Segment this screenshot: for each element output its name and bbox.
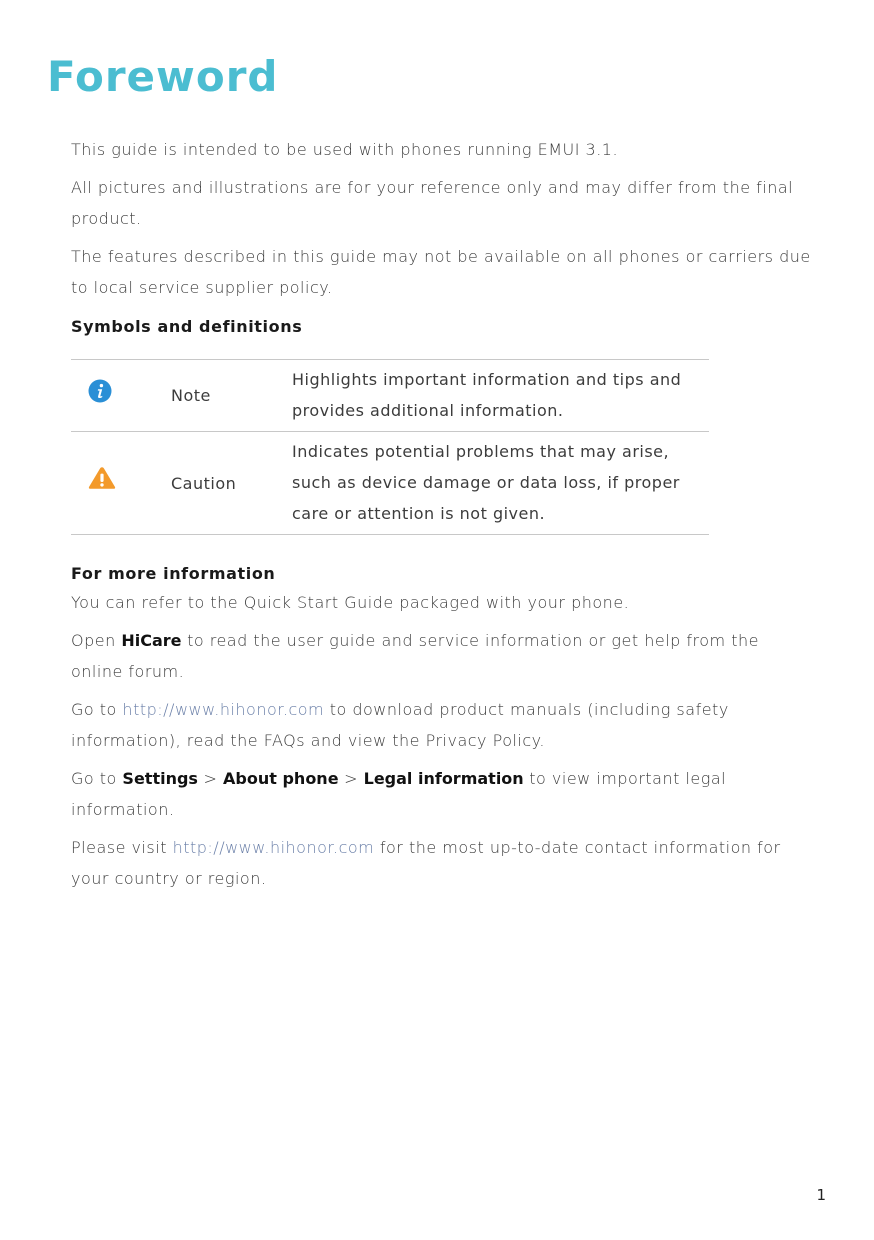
symbol-label: Caution [171, 473, 237, 493]
more-info-heading: For more information [71, 564, 276, 583]
icon-cell [71, 432, 171, 535]
more-info-paragraph-5 [71, 832, 811, 894]
page-title: Foreword [47, 52, 279, 101]
info-icon [88, 379, 112, 413]
symbols-heading: Symbols and definitions [71, 317, 303, 336]
text-segment: Open [71, 631, 122, 650]
text-segment: to download product manuals (including safety information), read the FAQs and view the Privacy Policy. [71, 700, 729, 750]
path-separator: > [197, 769, 224, 788]
intro-paragraph-2: All pictures and illustrations are for your reference only and may differ from the final product. [71, 178, 794, 228]
foreword-content [71, 134, 811, 901]
symbol-description: Highlights important information and tips and provides additional information. [292, 370, 682, 420]
table-row [71, 432, 709, 535]
text-segment: Go to [71, 769, 123, 788]
intro-paragraph-1: This guide is intended to be used with phones running EMUI 3.1. [71, 140, 619, 159]
intro-paragraph-3: The features described in this guide may not be available on all phones or carriers due to local service supplier policy. [71, 247, 811, 297]
settings-menu-path: Settings [122, 769, 198, 788]
hicare-app-name: HiCare [121, 631, 182, 650]
symbol-label: Note [171, 386, 211, 405]
symbols-table [71, 359, 709, 535]
more-info-paragraph-4 [71, 763, 811, 825]
page-number: 1 [816, 1186, 826, 1204]
text-segment: Please visit [71, 838, 173, 857]
about-phone-menu-path: About phone [223, 769, 339, 788]
text-segment: for the most up-to-date contact information for your country or region. [71, 838, 781, 888]
icon-cell [71, 360, 171, 432]
more-info-paragraph-2 [71, 625, 811, 687]
symbol-description: Indicates potential problems that may arise, such as device damage or data loss, if proper care or attention is not given. [292, 442, 680, 523]
website-link[interactable]: http://www.hihonor.com [122, 700, 325, 719]
text-segment: to view important legal information. [71, 769, 727, 819]
text-segment: Go to [71, 700, 123, 719]
legal-information-menu-path: Legal information [363, 769, 524, 788]
more-info-paragraph-3 [71, 694, 811, 756]
table-row [71, 360, 709, 432]
more-info-paragraph-1: You can refer to the Quick Start Guide packaged with your phone. [71, 593, 630, 612]
warning-icon [88, 466, 116, 500]
text-segment: to read the user guide and service information or get help from the online forum. [71, 631, 759, 681]
path-separator: > [338, 769, 364, 788]
website-link[interactable]: http://www.hihonor.com [172, 838, 375, 857]
